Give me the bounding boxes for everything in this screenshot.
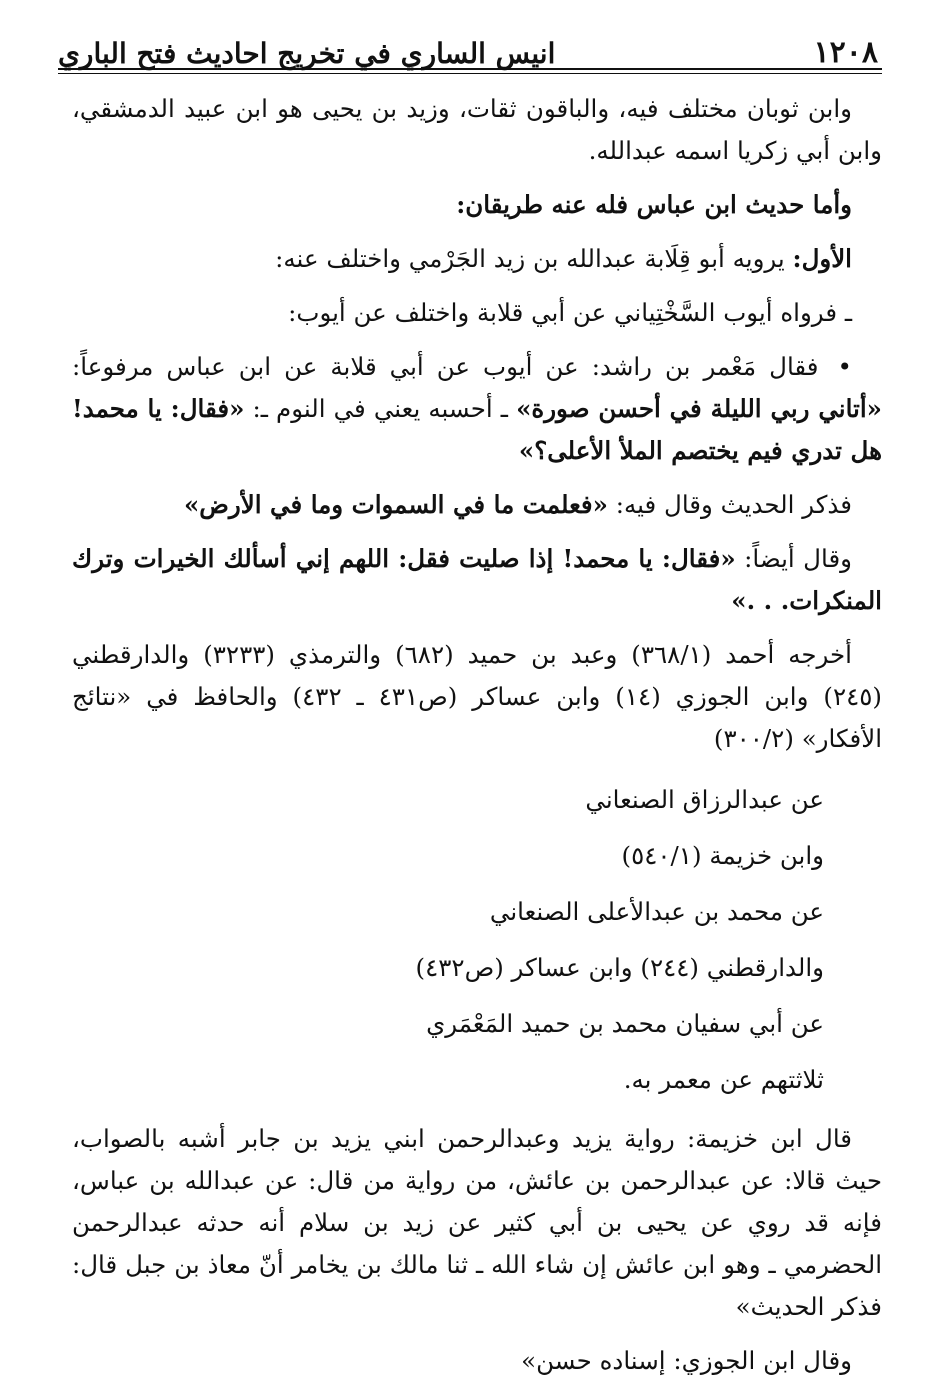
- bullet-icon: •: [837, 352, 852, 381]
- isnad-chain: [72, 772, 882, 1108]
- chain-line: وابن خزيمة (٥٤٠/١): [621, 841, 824, 870]
- mamar-intro: فقال مَعْمر بن راشد: عن أيوب عن أبي قلابة عن ابن عباس مرفوعاً:: [72, 352, 832, 381]
- paragraph-mamar: [72, 346, 882, 472]
- page-body: [72, 88, 882, 1394]
- chain-line: عن أبي سفيان محمد بن حميد المَعْمَري: [426, 1009, 824, 1038]
- hadith-quote-1: «أتاني ربي الليلة في أحسن صورة»: [516, 394, 882, 423]
- hadith-quote-3: «فعلمت ما في السموات وما في الأرض»: [183, 490, 608, 519]
- paragraph-narrators: وابن ثوبان مختلف فيه، والباقون ثقات، وزيد بن يحيى هو ابن عبيد الدمشقي، وابن أبي زكريا اسمه عبدالله.: [72, 94, 882, 165]
- knowledge-intro: فذكر الحديث وقال فيه:: [607, 490, 852, 519]
- hadith-quote-4: «فقال: يا محمد! إذا صليت فقل: اللهم إني أسألك الخيرات وترك المنكرات. . .»: [72, 544, 882, 615]
- paragraph-ayyub: ـ فرواه أيوب السَّخْتِياني عن أبي قلابة واختلف عن أيوب:: [288, 298, 852, 327]
- paragraph-ibn-khuzaymah: قال ابن خزيمة: رواية يزيد وعبدالرحمن ابني يزيد بن جابر أشبه بالصواب، حيث قالا: عن عبدالرحمن بن عائش، من رواية من قال: عن عبدالله بن عباس، فإنه قد روي عن يحيى بن أبي كثير عن زيد بن سلام أنه حدثه عبدالرحمن الحضرمي ـ وهو ابن عائش إن شاء الله ـ ثنا مالك بن يخامر أنّ معاذ بن جبل قال: فذكر الحديث»: [72, 1124, 882, 1321]
- hadith-quote-2: «فقال: يا محمد! هل تدري فيم يختصم الملأ الأعلى؟»: [72, 394, 882, 465]
- page-number: ١٢٠٨: [813, 35, 878, 70]
- paragraph-ibn-al-jawzi: وقال ابن الجوزي: إسناده حسن»: [521, 1346, 852, 1375]
- first-label: الأول:: [792, 244, 852, 273]
- mamar-aside: ـ أحسبه يعني في النوم ـ:: [244, 394, 517, 423]
- chain-line: عن عبدالرزاق الصنعاني: [585, 785, 824, 814]
- first-route-text: يرويه أبو قِلَابة عبدالله بن زيد الجَرْمي واختلف عنه:: [275, 244, 793, 273]
- header-rule-thick: [58, 68, 882, 70]
- paragraph-takhrij: أخرجه أحمد (٣٦٨/١) وعبد بن حميد (٦٨٢) والترمذي (٣٢٣٣) والدارقطني (٢٤٥) وابن الجوزي (١٤) وابن عساكر (ص٤٣١ ـ ٤٣٢) والحافظ في «نتائج الأفكار» (٣٠٠/٢): [72, 640, 882, 753]
- book-title: انيس الساري في تخريج احاديث فتح الباري: [58, 37, 556, 70]
- prayer-intro: وقال أيضاً:: [735, 544, 852, 573]
- paragraph-ibn-abbas-routes: وأما حديث ابن عباس فله عنه طريقان:: [456, 190, 852, 219]
- chain-line: عن محمد بن عبدالأعلى الصنعاني: [489, 897, 824, 926]
- header-rule-thin: [58, 73, 882, 74]
- paragraph-knowledge: [72, 484, 882, 526]
- chain-line: ثلاثتهم عن معمر به.: [623, 1065, 824, 1094]
- paragraph-first-route: [72, 238, 882, 280]
- running-header: [58, 26, 878, 70]
- chain-line: والدارقطني (٢٤٤) وابن عساكر (ص٤٣٢): [415, 953, 824, 982]
- paragraph-prayer: [72, 538, 882, 622]
